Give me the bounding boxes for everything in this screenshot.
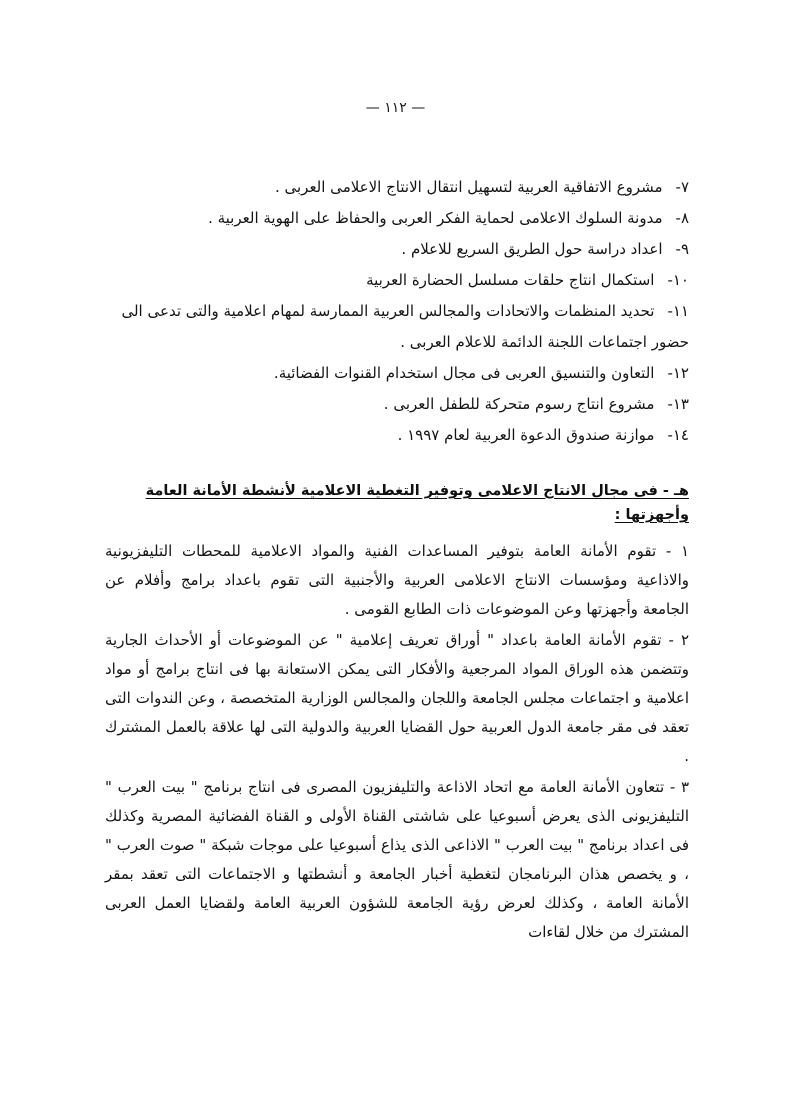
item-number: ٩- — [675, 240, 689, 258]
item-text: موازنة صندوق الدعوة العربية لعام ١٩٩٧ . — [397, 426, 655, 444]
item-text: تحديد المنظمات والاتحادات والمجالس العربية الممارسة لمهام اعلامية والتى تدعى الى حضور اجتماعات اللجنة الدائمة للاعلام العربى . — [121, 302, 689, 351]
section-heading: هـ - فى مجال الانتاج الاعلامى وتوفير التغطية الاعلامية لأنشطة الأمانة العامة وأجهزتها : — [145, 483, 689, 523]
item-number: ١٣- — [667, 395, 689, 413]
list-item — [105, 234, 689, 265]
item-text: مشروع الاتفاقية العربية لتسهيل انتقال الانتاج الاعلامى العربى . — [274, 178, 663, 196]
item-text: التعاون والتنسيق العربى فى مجال استخدام القنوات الفضائية. — [273, 364, 655, 382]
item-text: مدونة السلوك الاعلامى لحماية الفكر العربى والحفاظ على الهوية العربية . — [208, 209, 663, 227]
paragraph: ٢ - تقوم الأمانة العامة باعداد " أوراق تعريف إعلامية " عن الموضوعات أو الأحداث الجارية وتتضمن هذه الوراق المواد المرجعية والأفكار التى يمكن الاستعانة بها فى انتاج برامج أو مواد اعلامية و اجتماعات مجلس الجامعة واللجان والمجالس الوزارية المتخصصة ، وعن الندوات التى تعقد فى مقر جامعة الدول العربية حول القضايا العربية والدولية التى لها علاقة بالعمل المشترك . — [105, 631, 689, 765]
page-number: — ١١٢ — — [365, 100, 426, 116]
item-text: اعداد دراسة حول الطريق السريع للاعلام . — [401, 240, 663, 258]
item-number: ١٤- — [667, 426, 689, 444]
item-number: ١١- — [667, 302, 689, 320]
list-item — [105, 203, 689, 234]
page-content — [105, 172, 689, 949]
list-item — [105, 265, 689, 296]
item-number: ١٢- — [667, 364, 689, 382]
list-item — [105, 296, 689, 358]
numbered-list — [105, 172, 689, 451]
list-item — [105, 358, 689, 389]
list-item — [105, 389, 689, 420]
item-number: ٧- — [675, 178, 689, 196]
paragraph: ٣ - تتعاون الأمانة العامة مع اتحاد الاذاعة والتليفزيون المصرى فى انتاج برنامج " بيت العرب " التليفزيونى الذى يعرض أسبوعيا على شاشتى القناة الأولى و القناة الفضائية المصرية وكذلك فى اعداد برنامج " بيت العرب " الاذاعى الذى يذاع أسبوعيا على موجات شبكة " صوت العرب " ، و يخصص هذان البرنامجان لتغطية أخبار الجامعة و أنشطتها و الاجتماعات التى تعقد بمقر الأمانة العامة ، وكذلك لعرض رؤية الجامعة للشؤون العربية العامة ولقضايا العمل العربى المشترك من خلال لقاءات — [105, 778, 689, 941]
paragraph: ١ - تقوم الأمانة العامة بتوفير المساعدات الفنية والمواد الاعلامية للمحطات التليفزيونية والاذاعية ومؤسسات الانتاج الاعلامى العربية والأجنبية التى تقوم باعداد برامج وأفلام عن الجامعة وأجهزتها وعن الموضوعات ذات الطابع القومى . — [105, 542, 689, 618]
list-item — [105, 172, 689, 203]
item-text: استكمال انتاج حلقات مسلسل الحضارة العربية — [366, 271, 655, 289]
list-item — [105, 420, 689, 451]
item-number: ١٠- — [667, 271, 689, 289]
item-number: ٨- — [675, 209, 689, 227]
item-text: مشروع انتاج رسوم متحركة للطفل العربى . — [383, 395, 655, 413]
